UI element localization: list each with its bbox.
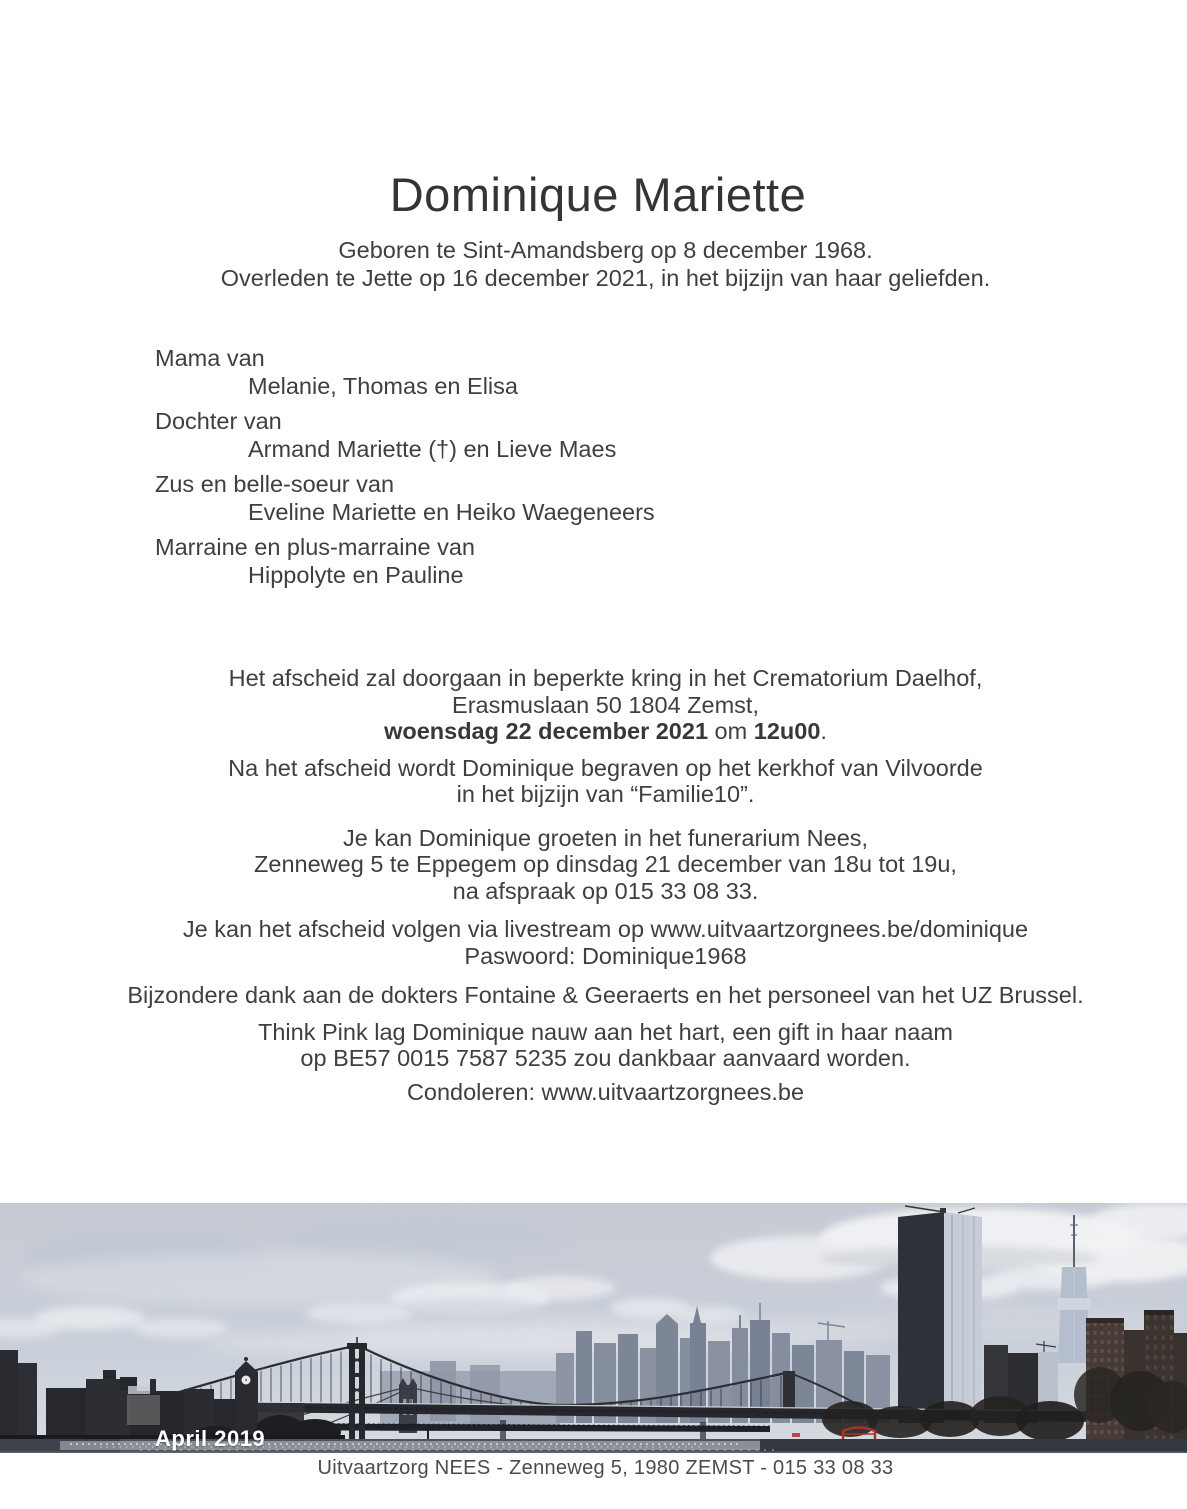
dark-glass-tower — [898, 1206, 982, 1423]
deceased-name: Dominique Mariette — [389, 168, 807, 222]
relation-label: Mama van — [155, 345, 265, 371]
footer-line: Uitvaartzorg NEES - Zenneweg 5, 1980 ZEMST - 015 33 08 33 — [317, 1457, 894, 1479]
relation-names: Melanie, Thomas en Elisa — [248, 373, 518, 399]
birth-line: Geboren te Sint-Amandsberg op 8 december 1968. — [338, 237, 873, 263]
intro-block — [12, 236, 1187, 292]
relation-group-sister — [155, 470, 1055, 526]
skyline-illustration — [0, 1203, 1187, 1453]
skyline-photo — [0, 1203, 1187, 1453]
photo-caption: April 2019 — [155, 1426, 266, 1451]
relation-group-mother — [155, 344, 1055, 400]
death-line: Overleden te Jette op 16 december 2021, in het bijzijn van haar geliefden. — [220, 265, 991, 291]
relation-label: Zus en belle-soeur van — [155, 471, 395, 497]
ceremony-details: Het afscheid zal doorgaan in beperkte kring in het Crematorium Daelhof, Erasmuslaan 50 1804 Zemst, woensdag 22 december 2021 om 12u00. — [228, 665, 983, 744]
relation-label: Marraine en plus-marraine van — [155, 534, 476, 560]
thanks-note: Bijzondere dank aan de dokters Fontaine & Geeraerts en het personeel van het UZ Brussel. — [127, 982, 1084, 1008]
relation-group-godmother — [155, 533, 1055, 589]
relation-names: Eveline Mariette en Heiko Waegeneers — [248, 499, 655, 525]
relation-names: Hippolyte en Pauline — [248, 562, 464, 588]
visitation-details: Je kan Dominique groeten in het funerarium Nees, Zenneweg 5 te Eppegem op dinsdag 21 december van 18u tot 19u, na afspraak op 015 33 08 33. — [254, 824, 957, 904]
burial-details: Na het afscheid wordt Dominique begraven op het kerkhof van Vilvoorde in het bijzijn van “Familie10”. — [228, 754, 983, 807]
ceremony-time: 12u00 — [753, 718, 821, 744]
relation-label: Dochter van — [155, 408, 282, 434]
condolence-line: Condoleren: www.uitvaartzorgnees.be — [406, 1078, 805, 1105]
donation-note: Think Pink lag Dominique nauw aan het hart, een gift in haar naam op BE57 0015 7587 5235 zou dankbaar aanvaard worden. — [258, 1018, 953, 1071]
relation-group-daughter — [155, 407, 1055, 463]
relations-list — [155, 344, 1055, 596]
livestream-details: Je kan het afscheid volgen via livestream op www.uitvaartzorgnees.be/dominique Paswoord: Dominique1968 — [182, 916, 1029, 969]
ceremony-date: woensdag 22 december 2021 — [384, 718, 709, 744]
statue-of-liberty — [427, 1429, 430, 1439]
relation-names: Armand Mariette (†) en Lieve Maes — [248, 436, 617, 462]
announcement-details — [12, 665, 1187, 1105]
